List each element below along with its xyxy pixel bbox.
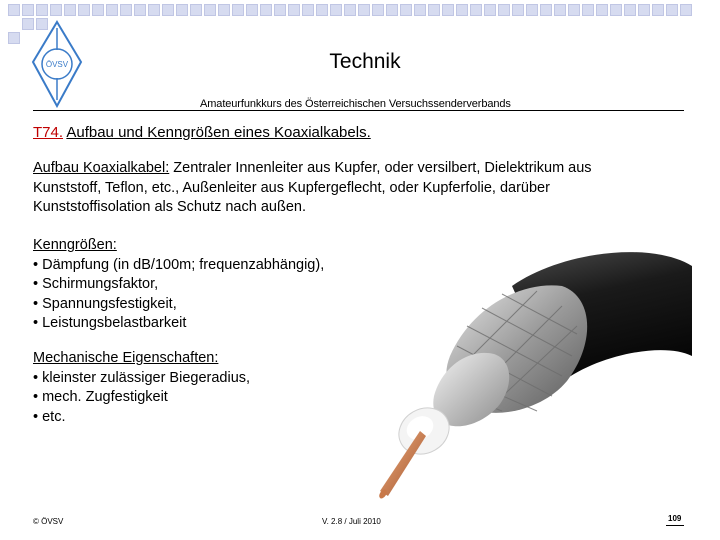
coax-cable-image: [362, 246, 692, 508]
section-aufbau-text: Zentraler Innenleiter aus Kupfer, oder versilbert, Dielektrikum aus Kunststoff, Teflon, etc., Außenleiter aus Kupfergeflecht, oder Kupferfolie, darüber Kunststoffisolation als Schutz nach außen.: [33, 160, 592, 215]
section-aufbau: [33, 159, 663, 218]
svg-text:ÖVSV: ÖVSV: [45, 60, 69, 69]
list-item: • etc.: [33, 408, 66, 425]
section-mechanisch: [33, 349, 250, 427]
section-mechanisch-label: Mechanische Eigenschaften:: [33, 350, 219, 366]
footer-page-number: 109: [668, 514, 682, 523]
ovsv-logo-icon: [31, 20, 83, 108]
page-subtitle: Amateurfunkkurs des Österreichischen Versuchssenderverbands: [200, 98, 511, 110]
footer-copyright: © ÖVSV: [33, 517, 64, 526]
list-item: • mech. Zugfestigkeit: [33, 389, 168, 405]
list-item: • Leistungsbelastbarkeit: [33, 315, 187, 331]
list-item: • Dämpfung (in dB/100m; frequenzabhängig),: [33, 256, 325, 273]
section-aufbau-label: Aufbau Koaxialkabel:: [33, 160, 170, 176]
list-item: • Spannungsfestigkeit,: [33, 295, 177, 312]
decorative-squares: [0, 0, 720, 50]
heading-text: Aufbau und Kenngrößen eines Koaxialkabels.: [66, 124, 371, 141]
section-kenngroessen: [33, 236, 324, 334]
footer-version: V. 2.8 / Juli 2010: [322, 517, 381, 526]
heading-number: T74.: [33, 124, 64, 141]
list-item: • Schirmungsfaktor,: [33, 276, 159, 292]
page-title: Technik: [329, 50, 401, 73]
slide-heading: [33, 124, 371, 141]
footer-page-rule: [666, 525, 684, 526]
section-kenngroessen-label: Kenngrößen:: [33, 237, 117, 253]
list-item: • kleinster zulässiger Biegeradius,: [33, 369, 251, 386]
header-divider: [33, 110, 684, 111]
